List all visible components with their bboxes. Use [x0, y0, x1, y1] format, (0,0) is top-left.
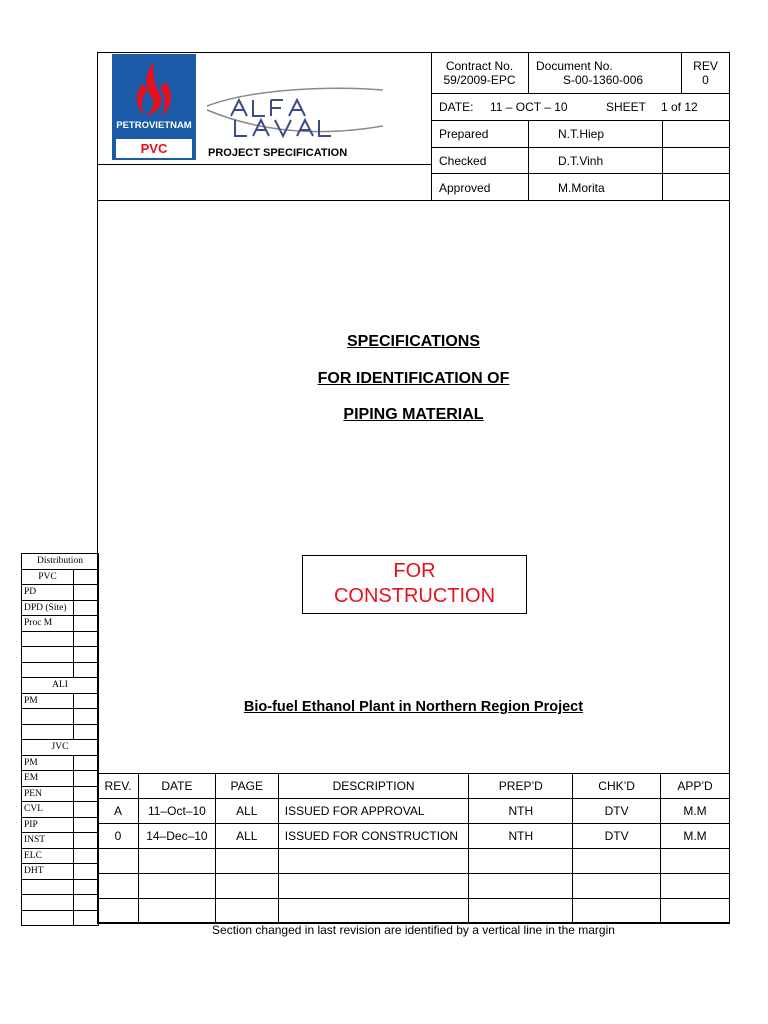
dist-item: DPD (Site) — [22, 600, 74, 616]
check-cell — [74, 600, 99, 616]
check-cell — [74, 662, 99, 678]
check-cell — [74, 755, 99, 771]
petrovietnam-brand-text: PETROVIETNAM — [116, 120, 192, 131]
contract-value: 59/2009-EPC — [443, 73, 516, 87]
cell-empty — [661, 874, 730, 899]
dist-item: PIP — [22, 817, 74, 833]
prepared-name: N.T.Hiep — [558, 127, 605, 141]
rev-label: REV — [693, 59, 718, 73]
title-line-2: FOR IDENTIFICATION OF — [317, 370, 510, 387]
date-value: 11 – OCT – 10 — [490, 100, 568, 114]
check-cell — [74, 709, 99, 725]
cell-empty — [573, 849, 661, 874]
logo-area-rule — [97, 164, 431, 165]
check-cell — [74, 833, 99, 849]
doc-type-label: PROJECT SPECIFICATION — [208, 147, 348, 159]
cell-prepd: NTH — [469, 824, 573, 849]
header-row-rule — [431, 120, 730, 121]
revision-table — [97, 773, 730, 924]
cell-prepd: NTH — [469, 799, 573, 824]
for-construction-stamp — [302, 555, 527, 614]
cell-empty — [215, 874, 278, 899]
dist-item — [22, 724, 74, 740]
col-header-description: DESCRIPTION — [278, 774, 469, 799]
cell-empty — [98, 899, 139, 924]
cell-date: 11–Oct–10 — [138, 799, 215, 824]
group-jvc: JVC — [22, 740, 99, 756]
cell-empty — [278, 874, 469, 899]
header-row-rule — [431, 173, 730, 174]
cell-empty — [661, 899, 730, 924]
dist-item: Proc M — [22, 616, 74, 632]
distribution-title: Distribution — [22, 554, 99, 570]
header-bottom-rule — [97, 200, 730, 201]
dist-item: ELC — [22, 848, 74, 864]
check-cell — [74, 569, 99, 585]
check-cell — [74, 631, 99, 647]
check-cell — [74, 724, 99, 740]
check-cell — [74, 879, 99, 895]
revision-row — [98, 799, 730, 824]
revision-header-row — [98, 774, 730, 799]
cell-appd: M.M — [661, 824, 730, 849]
stamp-line-2: CONSTRUCTION — [333, 585, 496, 607]
cell-chkd: DTV — [573, 824, 661, 849]
dist-item: PEN — [22, 786, 74, 802]
dist-item: EM — [22, 771, 74, 787]
cell-page: ALL — [215, 799, 278, 824]
dist-item: PM — [22, 693, 74, 709]
revision-row-empty — [98, 899, 730, 924]
cell-empty — [138, 874, 215, 899]
check-cell — [74, 647, 99, 663]
dist-item — [22, 662, 74, 678]
cell-empty — [469, 849, 573, 874]
revision-row — [98, 824, 730, 849]
date-label: DATE: — [439, 100, 474, 114]
col-header-appd: APP’D — [661, 774, 730, 799]
cell-description: ISSUED FOR APPROVAL — [278, 799, 469, 824]
dist-item: INST — [22, 833, 74, 849]
cell-date: 14–Dec–10 — [138, 824, 215, 849]
prepared-label: Prepared — [439, 127, 489, 141]
group-ali: ALI — [22, 678, 99, 694]
cell-empty — [215, 849, 278, 874]
approved-name: M.Morita — [558, 181, 605, 195]
check-cell — [74, 616, 99, 632]
approved-label: Approved — [439, 181, 491, 195]
dist-item — [22, 910, 74, 926]
group-pvc: PVC — [22, 569, 74, 585]
check-cell — [74, 864, 99, 880]
dist-item: PM — [22, 755, 74, 771]
dist-item: PD — [22, 585, 74, 601]
project-name: Bio-fuel Ethanol Plant in Northern Region Project — [243, 699, 584, 715]
sheet-value: 1 of 12 — [661, 100, 698, 114]
cell-empty — [469, 899, 573, 924]
petrovietnam-logo — [112, 54, 196, 160]
cell-chkd: DTV — [573, 799, 661, 824]
cell-empty — [573, 874, 661, 899]
check-cell — [74, 786, 99, 802]
header-col-rule — [662, 120, 663, 200]
check-cell — [74, 848, 99, 864]
revision-footnote: Section changed in last revision are identified by a vertical line in the margin — [212, 923, 615, 937]
check-cell — [74, 693, 99, 709]
cell-empty — [98, 849, 139, 874]
cell-empty — [278, 899, 469, 924]
col-header-chkd: CHK’D — [573, 774, 661, 799]
revision-row-empty — [98, 874, 730, 899]
cell-rev: A — [98, 799, 139, 824]
check-cell — [74, 771, 99, 787]
cell-empty — [278, 849, 469, 874]
dist-item: CVL — [22, 802, 74, 818]
checked-label: Checked — [439, 154, 487, 168]
check-cell — [74, 895, 99, 911]
check-cell — [74, 802, 99, 818]
document-label: Document No. — [536, 59, 613, 73]
col-header-prepd: PREP’D — [469, 774, 573, 799]
cell-empty — [661, 849, 730, 874]
cell-empty — [469, 874, 573, 899]
dist-item: DHT — [22, 864, 74, 880]
header-col-rule — [528, 120, 529, 200]
stamp-line-1: FOR — [393, 560, 436, 582]
dist-item — [22, 709, 74, 725]
cell-empty — [138, 899, 215, 924]
check-cell — [74, 817, 99, 833]
distribution-table — [21, 553, 99, 926]
header-col-rule — [528, 52, 529, 93]
rev-value: 0 — [702, 73, 709, 87]
title-line-1: SPECIFICATIONS — [346, 333, 481, 350]
cell-empty — [138, 849, 215, 874]
header-row-rule — [431, 93, 730, 94]
dist-item — [22, 895, 74, 911]
contract-label: Contract No. — [445, 59, 514, 73]
checked-name: D.T.Vinh — [558, 154, 604, 168]
header-row-rule — [431, 147, 730, 148]
document-value: S-00-1360-006 — [563, 73, 644, 87]
revision-row-empty — [98, 849, 730, 874]
cell-description: ISSUED FOR CONSTRUCTION — [278, 824, 469, 849]
cell-page: ALL — [215, 824, 278, 849]
cell-appd: M.M — [661, 799, 730, 824]
cell-empty — [573, 899, 661, 924]
col-header-rev: REV. — [98, 774, 139, 799]
cell-empty — [215, 899, 278, 924]
col-header-date: DATE — [138, 774, 215, 799]
dist-item — [22, 631, 74, 647]
alfa-laval-logo — [205, 86, 385, 142]
dist-item — [22, 647, 74, 663]
dist-item — [22, 879, 74, 895]
check-cell — [74, 910, 99, 926]
title-line-3: PIPING MATERIAL — [343, 406, 484, 423]
check-cell — [74, 585, 99, 601]
cell-empty — [98, 874, 139, 899]
cell-rev: 0 — [98, 824, 139, 849]
pvc-logo-text: PVC — [140, 141, 168, 156]
sheet-label: SHEET — [606, 100, 647, 114]
col-header-page: PAGE — [215, 774, 278, 799]
